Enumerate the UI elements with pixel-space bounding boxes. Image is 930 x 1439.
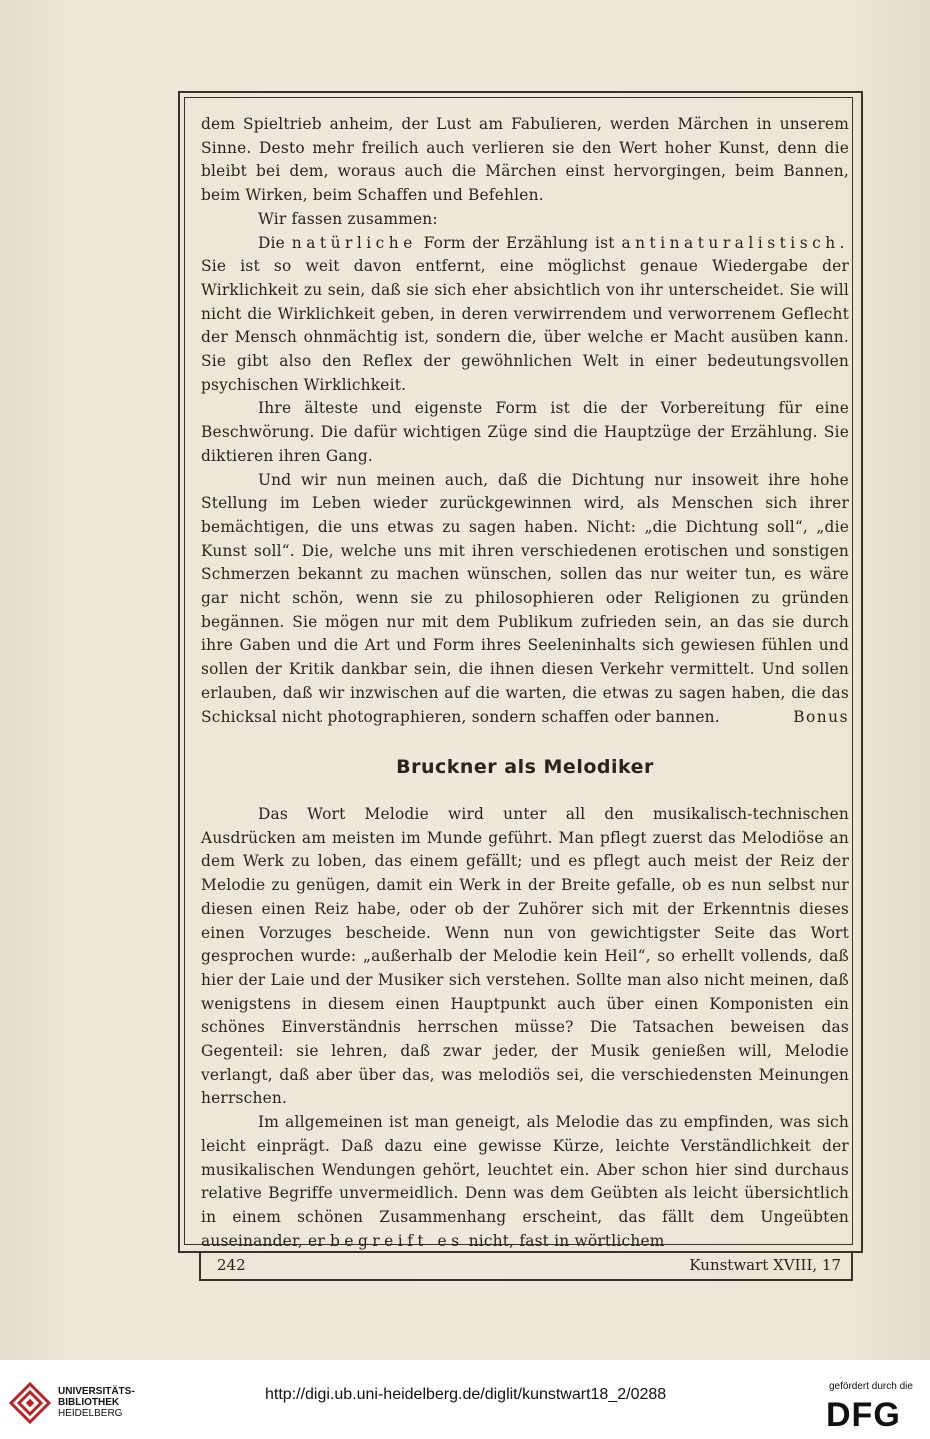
library-name-line: UNIVERSITÄTS- (58, 1386, 135, 1397)
paragraph (201, 232, 849, 398)
paragraph-text: Sie ist so weit davon entfernt, eine möglichst genaue Wiedergabe der Wirklichkeit zu sein, daß sie sich eher absichtlich von ihr unterscheidet. Sie will nicht die Wirklichkeit geben, in deren verwirrendem und verworrenem Geflecht der Mensch ohnmächtig ist, sondern die, über welche er Macht ausüben kann. Sie gibt also den Reflex der gewöhnlichen Welt in einer bedeutungsvollen psychischen Wirklichkeit. (201, 257, 849, 394)
paragraph (201, 1111, 849, 1253)
funding-caption: gefördert durch die (829, 1381, 913, 1392)
dfg-logo[interactable]: DFG (826, 1396, 901, 1434)
paragraph-text: Form der Erzählung ist (423, 233, 615, 252)
paragraph: Und wir nun meinen auch, daß die Dichtung nur insoweit ihre hohe Stellung im Leben wieder zurückgewinnen wird, als Menschen sich ihrer bemächtigen, die uns etwas zu sagen haben. Nicht: „die Dichtung soll“, „die Kunst soll“. Die, welche uns mit ihren verschiedenen erotischen und sonstigen Schmerzen bekannt zu machen wünschen, sollen das nur weiter tun, es wäre gar nicht schön, wenn sie zu philosophieren oder Religionen zu gründen begännen. Sie mögen nur mit dem Publikum zufrieden sein, an das sie durch ihre Gaben und die Art und Form ihres Seeleninhalts sich gewiesen fühlen und sollen der Kritik dankbar sein, die ihnen diesen Verkehr vermittelt. Und sollen erlauben, daß wir inzwischen auf die warten, die etwas zu sagen haben, die das Schicksal nicht photographieren, sondern schaffen oder bannen. (201, 470, 849, 726)
library-name-line: BIBLIOTHEK (58, 1397, 120, 1408)
journal-source: Kunstwart XVIII, 17 (689, 1256, 841, 1274)
paragraph-lead: Die (258, 233, 285, 252)
paragraph: Wir fassen zusammen: (258, 209, 438, 228)
page-number: 242 (217, 1256, 246, 1274)
paragraph: Das Wort Melodie wird unter all den musikalisch-technischen Ausdrücken am meisten im Munde geführt. Man pflegt zuerst das Melodiöse an dem Werk zu loben, das einem gefällt; und es pflegt auch meist der Reiz der Melodie zu genügen, damit ein Werk in der Breite gefalle, ob es nun selbst nur diesen einen Reiz habe, oder ob der Zuhörer sich mit der Erkenntnis dieses einen Vorzuges bescheide. Wenn nun von gewichtigster Seite das Wort gesprochen wurde: „außerhalb der Melodie kein Heil“, so erhellt vollends, daß hier der Laie und der Musiker sich verstehen. Sollte man also nicht meinen, daß wenigstens in diesem einen Hauptpunkt auch über einen Komponisten ein schönes Einverständnis herrschen müsse? Die Tatsachen beweisen das Gegenteil: sie lehren, daß zwar jeder, der Musik genießen will, Melodie verlangt, daß aber über das, was melodiös sei, die verschiedensten Meinungen herrschen. (201, 805, 849, 1108)
paragraph: Ihre älteste und eigenste Form ist die der Vorbereitung für eine Beschwörung. Die dafür wichtigen Züge sind die Hauptzüge der Erzählung. Sie diktieren ihren Gang. (201, 399, 849, 465)
library-name[interactable] (58, 1386, 135, 1419)
viewer-bottom-bar (0, 1360, 930, 1439)
spaced-emphasis: antinaturalistisch. (621, 233, 850, 252)
paragraph-text: Im allgemeinen ist man geneigt, als Melodie das zu empfinden, was sich leicht einprägt. Daß dazu eine gewisse Kürze, leichte Verständlichkeit der musikalischen Wendungen gehört, leuchtet ein. Aber schon hier sind durchaus relative Begriffe unvermeidlich. Denn was dem Geübten als leicht übersichtlich in einem schönen Zusammenhang erscheint, das fällt dem Ungeübten auseinander, er (201, 1113, 849, 1250)
paragraph: dem Spieltrieb anheim, der Lust am Fabulieren, werden Märchen in unserem Sinne. Desto mehr freilich auch verlieren sie den Wert hoher Kunst, denn die bleibt bei dem, woraus auch die Märchen einst hervorgingen, beim Bannen, beim Wirken, beim Schaffen und Befehlen. (201, 115, 849, 205)
permalink-url[interactable]: http://digi.ub.uni-heidelberg.de/diglit/kunstwart18_2/0288 (265, 1386, 667, 1403)
paragraph-text: nicht, fast in wörtlichem (468, 1231, 665, 1250)
article-title: Bruckner als Melodiker (396, 756, 654, 779)
library-logo-icon (8, 1381, 52, 1425)
library-name-line: HEIDELBERG (58, 1408, 123, 1419)
author-signature: Bonus (793, 707, 849, 726)
spaced-emphasis: begreift es (330, 1231, 464, 1250)
text-column (201, 113, 849, 1253)
page-footer (199, 1253, 853, 1281)
spaced-emphasis: natürliche (291, 233, 417, 252)
